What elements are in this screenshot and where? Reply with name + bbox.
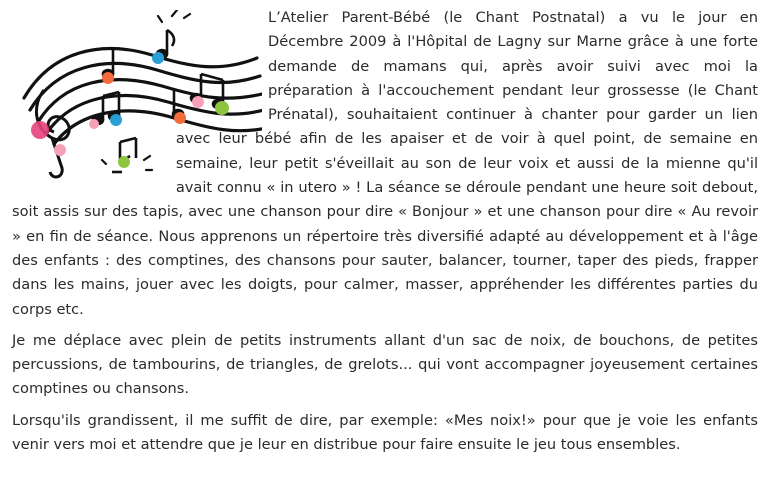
article [12,6,758,457]
instruments-paragraph: Je me déplace avec plein de petits instruments allant d'un sac de noix, de bouchons, de petites percussions, de tambourins, de triangles, de grelots... qui vont accompagner joyeusement certaines comptines ou chansons. [12,331,758,398]
music-notes-illustration [12,6,262,196]
nuts-game-paragraph: Lorsqu'ils grandissent, il me suffit de dire, par exemple: «Mes noix!» pour que je voie les enfants venir vers moi et attendre que je leur en distribue pour faire ensuite le jeu tous ensembles. [12,411,758,454]
intro-paragraph: L’Atelier Parent-Bébé (le Chant Postnatal) a vu le jour en Décembre 2009 à l'Hôpital de Lagny sur Marne grâce à une forte demande de mamans qui, après avoir suivi avec moi la préparation à l'accouchement pendant leur grossesse (le Chant Prénatal), souhaitaient continuer à chanter pour garder un lien avec leur bébé afin de les apaiser et de voir à quel point, de semaine en semaine, leur petit s'éveillait au son de leur voix et aussi de la mienne qu'il avait connu « in utero » ! La séance se déroule pendant une heure soit debout, soit assis sur des tapis, avec une chanson pour dire « Bonjour » et une chanson pour dire « Au revoir » en fin de séance. Nous apprenons un répertoire très diversifié adapté au développement et à l'âge des enfants : des comptines, des chansons pour sauter, balancer, tourner, taper des pieds, frapper dans les mains, jouer avec les doigts, pour calmer, masser, appréhender les différentes parties du corps etc. [12,6,758,322]
music-notes-icon [12,10,262,196]
